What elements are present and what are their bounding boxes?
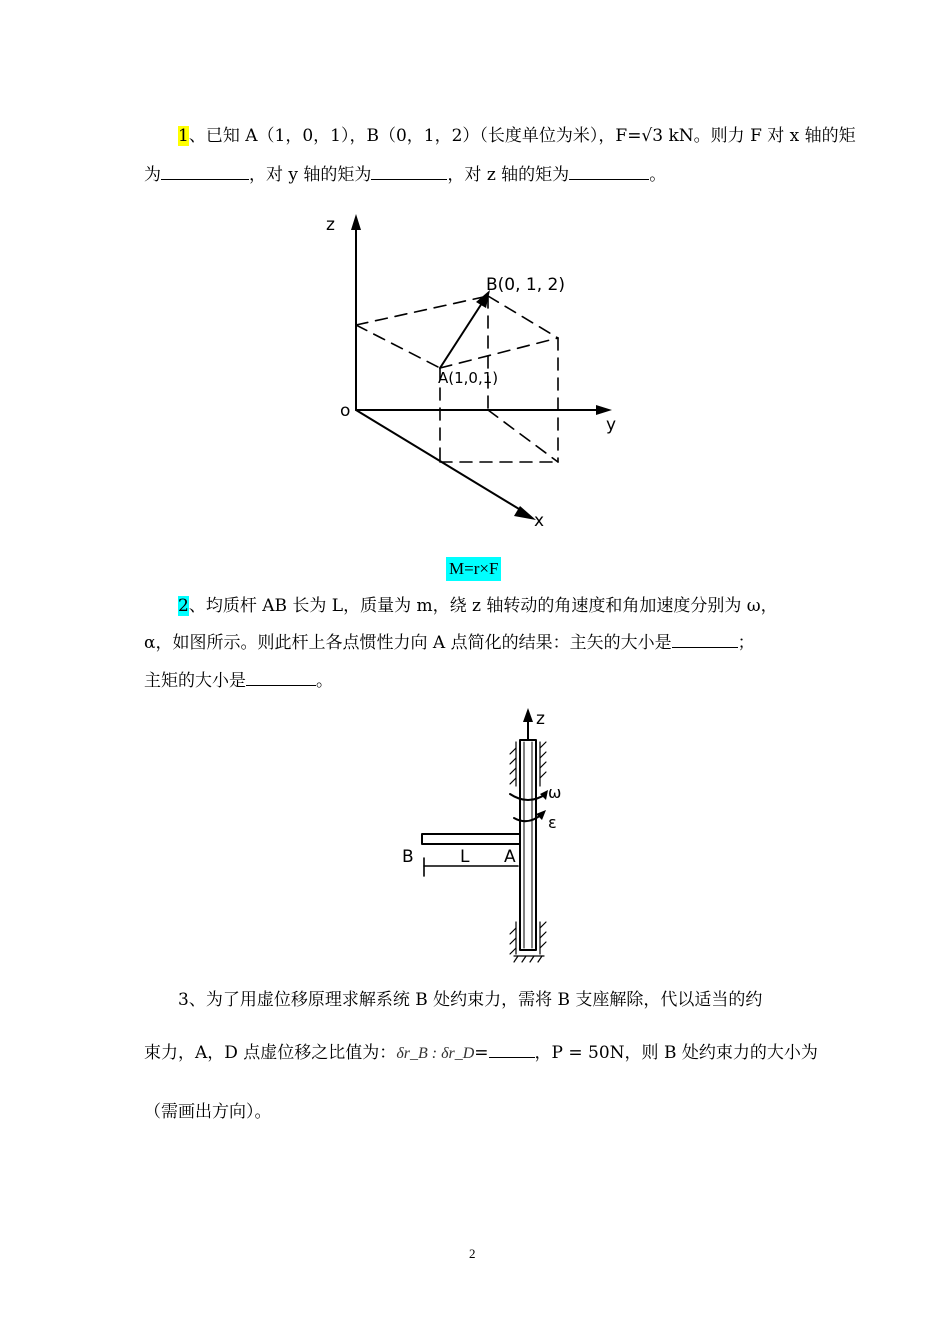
rod-ab: [422, 834, 520, 844]
q1-figure: [300, 200, 660, 540]
q2-number: 2: [178, 596, 189, 616]
q3-blank-ratio[interactable]: [489, 1040, 535, 1058]
q2-text-2b: ；: [737, 633, 755, 653]
q3-text-2a: 束力，A，D 点虚位移之比值为：: [144, 1043, 397, 1063]
q1-blank-x[interactable]: [161, 162, 249, 180]
q2-line-1: [144, 594, 810, 618]
q2-text-3a: 主矩的大小是: [144, 671, 246, 691]
q1-number: 1: [178, 126, 189, 146]
q1-blank-y[interactable]: [371, 162, 447, 180]
bottom-bearing: [510, 922, 546, 962]
q1-line-1: [144, 124, 856, 148]
q1-text-2d: 。: [649, 165, 667, 185]
q2-text-3b: 。: [316, 671, 333, 691]
epsilon-label: ε: [548, 813, 557, 832]
point-b-label: B: [402, 847, 414, 867]
q3-text-3: （需画出方向）。: [144, 1102, 272, 1122]
point-a-label: A(1,0,1): [438, 369, 499, 387]
z-axis-label: z: [536, 709, 545, 729]
z-arrow-icon: [523, 708, 533, 722]
q3-ratio: δr_B : δr_D: [396, 1045, 475, 1062]
q3-text-2c: ，P = 50N，则 B 处约束力的大小为: [534, 1043, 818, 1063]
q1-text-2b: ，对 y 轴的矩为: [249, 165, 372, 185]
omega-label: ω: [548, 783, 562, 802]
point-b-label: B(0, 1, 2): [486, 275, 565, 295]
q1-text-2c: ，对 z 轴的矩为: [447, 165, 570, 185]
y-axis-label: y: [606, 415, 617, 435]
q3-line-2: [144, 1040, 818, 1066]
q2-text-1: 、均质杆 AB 长为 L，质量为 m，绕 z 轴转动的角速度和角加速度分别为 ω，: [188, 596, 778, 616]
q3-line-1: [144, 988, 810, 1012]
x-axis: [356, 410, 524, 512]
q1-text-2a: 为: [144, 165, 161, 185]
q2-line-2: [144, 630, 810, 655]
omega-arc: [510, 794, 546, 800]
q2-blank-moment[interactable]: [246, 668, 316, 686]
q2-blank-vector[interactable]: [672, 630, 738, 648]
length-label: L: [460, 847, 470, 867]
q3-line-3: [144, 1100, 810, 1124]
z-axis-label: z: [326, 215, 335, 235]
q2-text-2a: α，如图所示。则此杆上各点惯性力向 A 点简化的结果：主矢的大小是: [144, 633, 672, 653]
omega-arrow-icon: [540, 790, 548, 800]
x-axis-label: x: [534, 511, 545, 531]
page-number: 2: [469, 1246, 476, 1261]
y-arrow-icon: [596, 405, 612, 415]
shaft: [520, 740, 536, 950]
origin-label: o: [340, 401, 351, 421]
q1-text-1: 、已知 A（1，0，1），B（0，1，2）（长度单位为米），F=√3 kN。则力 F 对 x 轴的矩: [188, 126, 856, 146]
q3-text-1: 3、为了用虚位移原理求解系统 B 处约束力，需将 B 支座解除，代以适当的约: [178, 990, 763, 1010]
top-bearing: [510, 742, 546, 786]
q1-blank-z[interactable]: [569, 162, 649, 180]
q1-line-2: [144, 162, 810, 187]
q2-figure: [390, 702, 570, 964]
q2-line-3: [144, 668, 810, 693]
formula-moment: M=r×F: [446, 557, 501, 581]
force-vector: [440, 300, 484, 368]
q3-text-2b: =: [474, 1043, 489, 1063]
point-a-label: A: [504, 847, 516, 867]
z-arrow-icon: [351, 214, 361, 230]
